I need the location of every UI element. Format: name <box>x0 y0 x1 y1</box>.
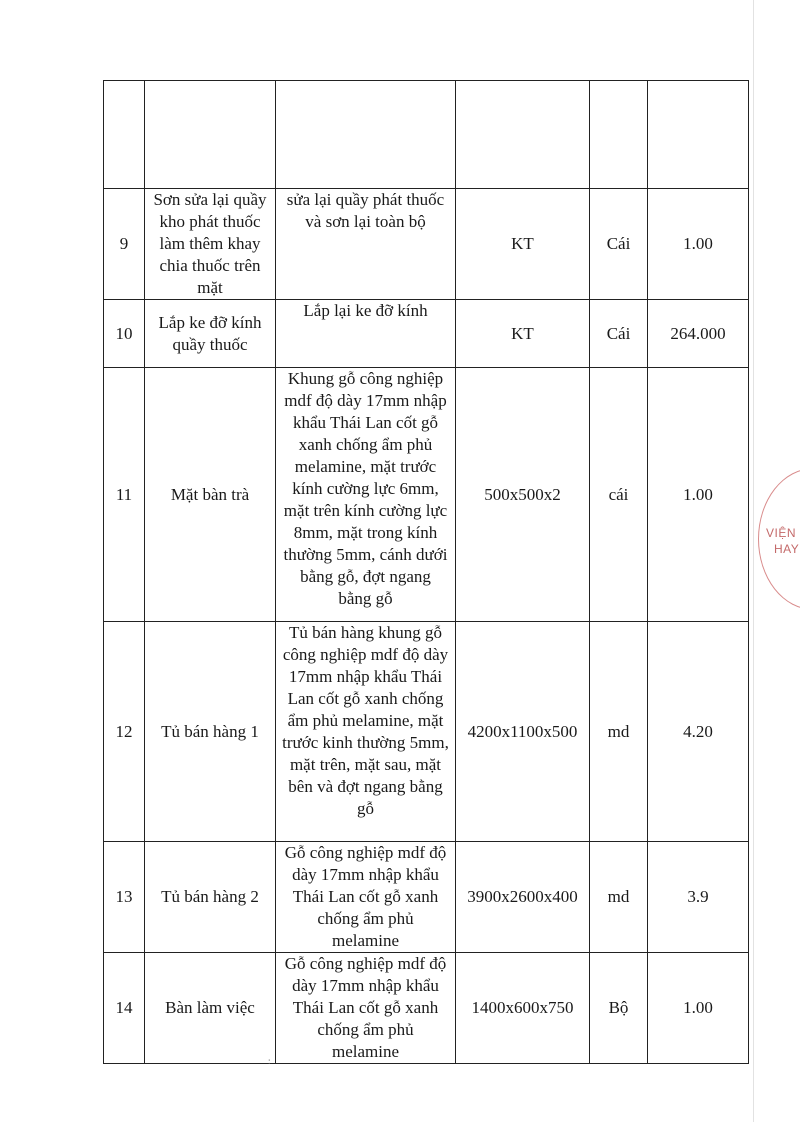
cell-unit: md <box>590 842 648 953</box>
cell-quantity: 264.000 <box>648 300 749 368</box>
stamp-text-2: HAY <box>774 542 800 556</box>
cell-item-name: Bàn làm việc <box>145 953 276 1064</box>
cell-stt: 13 <box>104 842 145 953</box>
cell-description: Lắp lại ke đỡ kính <box>276 300 456 368</box>
cell-size: 500x500x2 <box>456 368 590 622</box>
cell-unit <box>590 81 648 189</box>
cell-size: 4200x1100x500 <box>456 622 590 842</box>
cell-stt: 12 <box>104 622 145 842</box>
cell-unit: md <box>590 622 648 842</box>
cell-item-name <box>145 81 276 189</box>
stamp-text-1: VIỆN <box>766 526 797 540</box>
cell-description: Gỗ công nghiệp mdf độ dày 17mm nhập khẩu Thái Lan cốt gỗ xanh chống ẩm phủ melamine <box>276 842 456 953</box>
cell-unit: Cái <box>590 189 648 300</box>
table-row <box>104 189 749 300</box>
cell-stt: 9 <box>104 189 145 300</box>
table-row <box>104 622 749 842</box>
cell-size <box>456 81 590 189</box>
cell-quantity: 1.00 <box>648 189 749 300</box>
cell-size: 1400x600x750 <box>456 953 590 1064</box>
cell-quantity: 1.00 <box>648 953 749 1064</box>
cell-description: Khung gỗ công nghiệp mdf độ dày 17mm nhập khẩu Thái Lan cốt gỗ xanh chống ẩm phủ melamine, mặt trước kính cường lực 6mm, mặt trên kính cường lực 8mm, mặt trong kính thường 5mm, cánh dưới bằng gỗ, đợt ngang bằng gỗ <box>276 368 456 622</box>
footer-mark: : <box>268 1056 271 1066</box>
cell-description: Gỗ công nghiệp mdf độ dày 17mm nhập khẩu Thái Lan cốt gỗ xanh chống ẩm phủ melamine <box>276 953 456 1064</box>
cell-item-name: Tủ bán hàng 2 <box>145 842 276 953</box>
cell-item-name: Tủ bán hàng 1 <box>145 622 276 842</box>
table-row <box>104 842 749 953</box>
table-row <box>104 81 749 189</box>
cell-quantity: 3.9 <box>648 842 749 953</box>
cell-description: sửa lại quầy phát thuốc và sơn lại toàn bộ <box>276 189 456 300</box>
cell-stt: 11 <box>104 368 145 622</box>
cell-unit: cái <box>590 368 648 622</box>
cell-item-name: Sơn sửa lại quầy kho phát thuốc làm thêm khay chia thuốc trên mặt <box>145 189 276 300</box>
table-row <box>104 300 749 368</box>
cell-stt <box>104 81 145 189</box>
items-table <box>103 80 749 1064</box>
cell-item-name: Mặt bàn trà <box>145 368 276 622</box>
cell-stt: 14 <box>104 953 145 1064</box>
cell-description <box>276 81 456 189</box>
cell-item-name: Lắp ke đỡ kính quầy thuốc <box>145 300 276 368</box>
cell-quantity: 4.20 <box>648 622 749 842</box>
red-stamp-seal <box>752 468 800 608</box>
items-table-body <box>104 81 749 1064</box>
cell-size: KT <box>456 189 590 300</box>
cell-quantity: 1.00 <box>648 368 749 622</box>
cell-unit: Bộ <box>590 953 648 1064</box>
cell-quantity <box>648 81 749 189</box>
cell-size: 3900x2600x400 <box>456 842 590 953</box>
cell-unit: Cái <box>590 300 648 368</box>
cell-stt: 10 <box>104 300 145 368</box>
table-row <box>104 953 749 1064</box>
cell-size: KT <box>456 300 590 368</box>
cell-description: Tủ bán hàng khung gỗ công nghiệp mdf độ dày 17mm nhập khẩu Thái Lan cốt gỗ xanh chống ẩm phủ melamine, mặt trước kinh thường 5mm, mặt trên, mặt sau, mặt bên và đợt ngang bằng gỗ <box>276 622 456 842</box>
table-row <box>104 368 749 622</box>
